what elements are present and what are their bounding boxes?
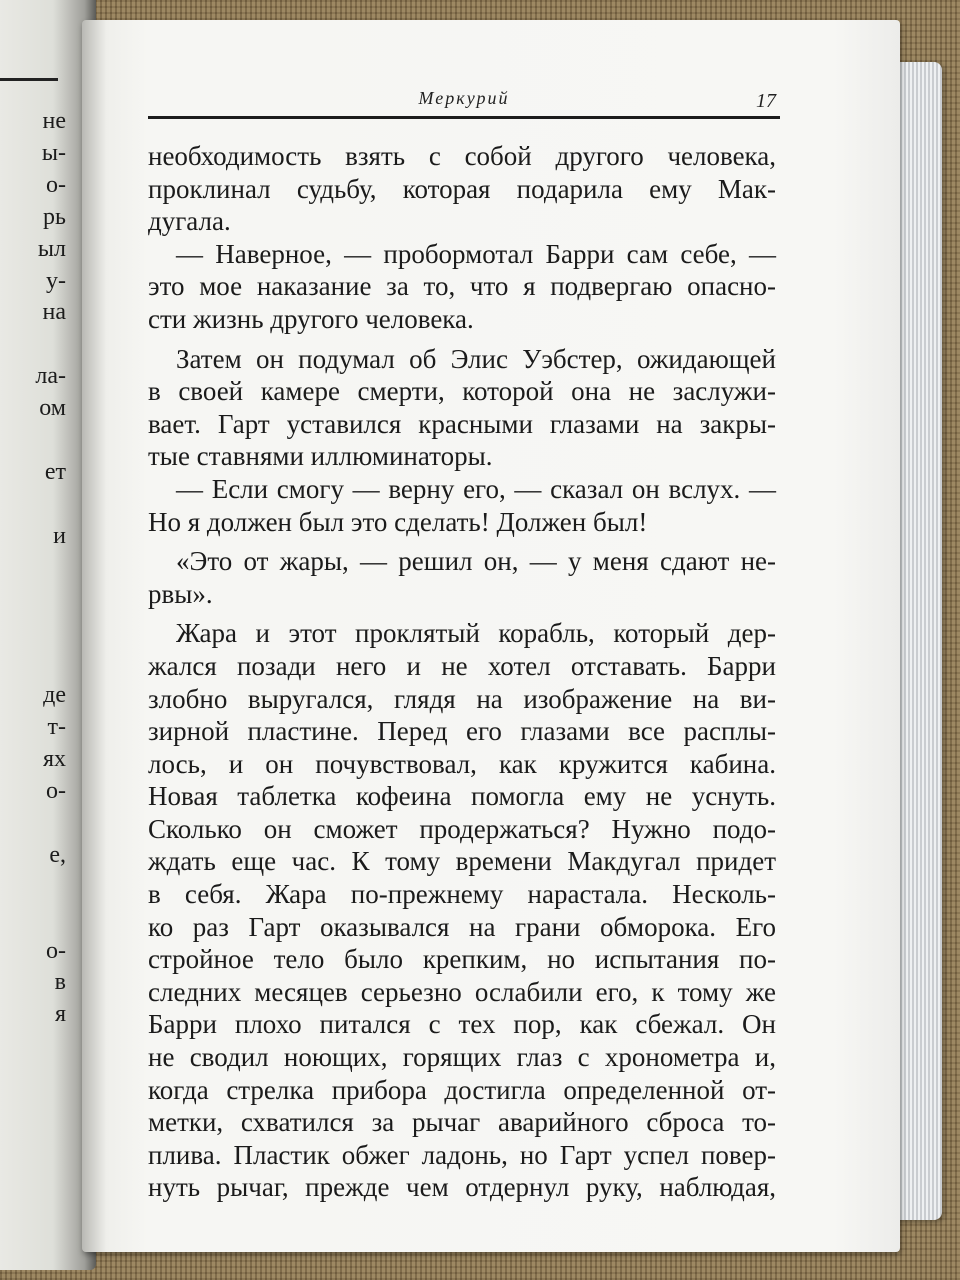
left-line <box>0 904 66 936</box>
text-line: нуть рычаг, прежде чем отдернул руку, наблюдая, <box>148 1172 776 1203</box>
text-line: «Это от жары, — решил он, — у меня сдают не- <box>176 546 776 577</box>
text-line: — Если смогу — верну его, — сказал он вслух. — <box>176 473 776 504</box>
left-line: ыл <box>37 235 66 262</box>
left-line <box>0 425 66 457</box>
body-text <box>148 140 776 1204</box>
left-line <box>0 648 66 680</box>
text-line: это мое наказание за то, что я подвергаю опасно- <box>148 271 776 302</box>
text-line: сти жизнь другого человека. <box>148 303 474 334</box>
left-line: у- <box>46 267 66 294</box>
text-line: когда стрелка прибора достигла определенной от- <box>148 1074 776 1105</box>
left-line <box>0 329 66 361</box>
text-line: Затем он подумал об Элис Уэбстер, ожидающей <box>176 343 776 374</box>
left-line: не <box>42 108 66 134</box>
header-rule <box>148 116 780 119</box>
text-line: Сколько он сможет продержаться? Нужно подо- <box>148 813 776 844</box>
left-line: о- <box>46 937 66 964</box>
text-line: Жара и этот проклятый корабль, который дер- <box>176 618 776 649</box>
left-line: де <box>43 682 66 709</box>
text-line: ждать еще час. К тому времени Макдугал придет <box>148 846 776 877</box>
left-line: и <box>53 522 66 549</box>
text-line: плива. Пластик обжег ладонь, но Гарт успел повер- <box>148 1139 776 1170</box>
text-line: проклинал судьбу, которая подарила ему Мак- <box>148 173 776 204</box>
left-line <box>0 553 66 585</box>
text-line: тые ставнями иллюминаторы. <box>148 441 493 472</box>
left-line: о- <box>46 171 66 198</box>
running-title: Меркурий <box>418 88 510 108</box>
left-line <box>0 872 66 904</box>
page-number: 17 <box>756 90 776 112</box>
text-line: лось, и он почувствовал, как кружится кабина. <box>148 748 776 779</box>
left-line <box>0 585 66 617</box>
left-line: на <box>42 299 66 326</box>
left-line: т- <box>47 714 66 741</box>
text-line: следних месяцев серьезно ослабили его, к тому же <box>148 976 776 1007</box>
left-line: ла- <box>35 363 66 390</box>
left-page-header-rule <box>0 78 58 81</box>
left-line: о- <box>46 778 66 805</box>
text-line: стройное тело было крепким, но испытания по- <box>148 944 776 975</box>
text-line: в себя. Жара по-прежнему нарастала. Несколь- <box>148 879 776 910</box>
text-line: не сводил ноющих, горящих глаз с хронометра и, <box>148 1042 776 1073</box>
left-line: в <box>54 969 66 996</box>
text-line: Барри плохо питался с тех пор, как сбежал. Он <box>148 1009 776 1040</box>
text-line: — Наверное, — пробормотал Барри сам себе, — <box>176 238 776 269</box>
text-line: необходимость взять с собой другого человека, <box>148 141 776 171</box>
left-line: ы- <box>41 139 66 166</box>
text-line: дугала. <box>148 206 231 237</box>
left-line <box>0 808 66 840</box>
text-line: ко раз Гарт оказывался на грани обморока. Его <box>148 911 776 942</box>
left-page-text <box>0 106 66 1031</box>
left-line <box>0 617 66 649</box>
running-head <box>148 88 780 116</box>
text-line: рвы». <box>148 578 213 609</box>
left-line: е, <box>49 841 66 868</box>
text-line: метки, схватился за рычаг аварийного сброса то- <box>148 1107 776 1138</box>
left-line: рь <box>43 203 66 230</box>
left-line <box>0 489 66 521</box>
text-line: злобно выругался, глядя на изображение на ви- <box>148 683 776 714</box>
left-line: ом <box>39 395 66 422</box>
left-line: я <box>54 1001 66 1028</box>
text-line: зирной пластине. Перед его глазами все расплы- <box>148 716 776 747</box>
left-line: ет <box>44 458 66 485</box>
text-line: в своей камере смерти, которой она не заслужи- <box>148 376 776 407</box>
text-line: Новая таблетка кофеина помогла ему не уснуть. <box>148 781 776 812</box>
text-line: вает. Гарт уставился красными глазами на закры- <box>148 408 776 439</box>
left-line: ях <box>42 746 66 773</box>
text-line: жался позади него и не хотел отставать. Барри <box>148 650 776 681</box>
text-line: Но я должен был это сделать! Должен был! <box>148 506 648 537</box>
